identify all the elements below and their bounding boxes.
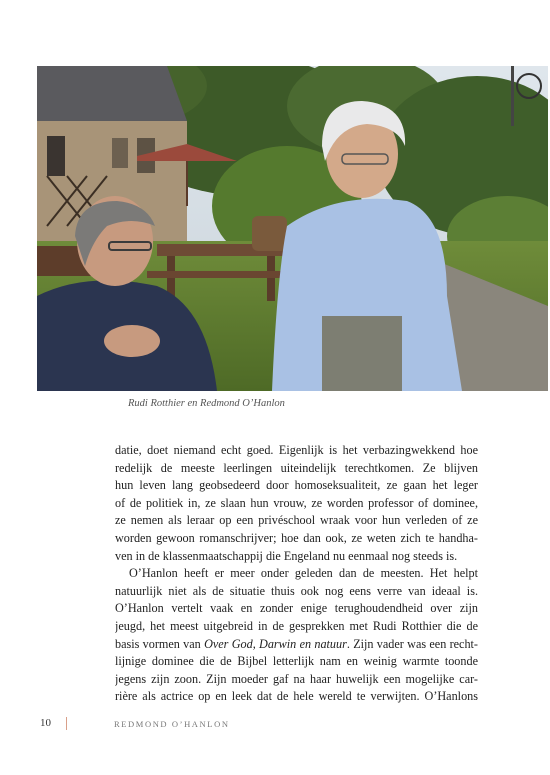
text-segment: natuurlijk niet als de situatie thuis ook nog eens verre van ideaal is. bbox=[115, 583, 478, 598]
text-line bbox=[115, 495, 478, 513]
text-line bbox=[115, 688, 478, 706]
text-line bbox=[115, 548, 478, 566]
footer-separator bbox=[66, 717, 67, 730]
text-segment: lijnige dominee die de Bijbel letterlijk nam en weinig warmte toonde bbox=[115, 654, 478, 669]
text-segment: of de politiek in, ze slaan hun vrouw, ze worden professor of dominee, bbox=[115, 495, 478, 510]
text-segment: worden gewoon romanschrijver; hoe dan ook, ze weten zich te handha- bbox=[115, 530, 478, 545]
photo bbox=[37, 66, 548, 391]
photo-illustration bbox=[37, 66, 548, 391]
text-segment: ze nemen als leraar op een privéschool wraak voor hun verleden of ze bbox=[115, 513, 478, 528]
text-segment: hun leven lang geobsedeerd door homoseksualiteit, ze gaan het leger bbox=[115, 478, 478, 493]
text-segment: basis vormen van bbox=[115, 636, 205, 651]
book-title: Over God, Darwin en natuur bbox=[204, 636, 347, 651]
text-segment: O’Hanlon heeft er meer onder geleden dan de meesten. Het helpt bbox=[129, 566, 478, 581]
text-line bbox=[115, 460, 478, 478]
text-segment: . Zijn vader was een recht- bbox=[346, 636, 478, 651]
text-segment: rière als actrice op en leek dat de hele wereld te verwijten. O’Hanlons bbox=[115, 689, 478, 704]
text-line bbox=[115, 636, 478, 654]
page-number: 10 bbox=[40, 717, 51, 729]
text-line bbox=[115, 512, 478, 530]
text-line bbox=[115, 477, 478, 495]
text-segment: jeugd, het meest uitgebreid in de gesprekken met Rudi Rotthier die de bbox=[115, 618, 478, 633]
running-head: REDMOND O’HANLON bbox=[114, 719, 230, 729]
text-line bbox=[115, 565, 478, 583]
text-line bbox=[115, 600, 478, 618]
page-footer bbox=[40, 717, 550, 731]
text-line bbox=[115, 442, 478, 460]
text-segment: jegens zijn zoon. Zijn moeder gaf na haar huwelijk een mogelijke car- bbox=[115, 671, 478, 686]
text-line bbox=[115, 671, 478, 689]
text-line bbox=[115, 530, 478, 548]
text-segment: datie, doet niemand echt goed. Eigenlijk is het verbazingwekkend hoe bbox=[115, 443, 478, 457]
text-line bbox=[115, 618, 478, 636]
text-segment: O’Hanlon vertelt vaak en zonder enige terughoudendheid over zijn bbox=[115, 601, 478, 616]
text-segment: redelijk de meeste leerlingen uiteindelijk terechtkomen. Ze blijven bbox=[115, 460, 478, 475]
photo-caption: Rudi Rotthier en Redmond O’Hanlon bbox=[128, 398, 285, 409]
text-segment: ven in de klassenmaatschappij die Engeland nu eenmaal nog steeds is. bbox=[115, 548, 458, 563]
text-line bbox=[115, 583, 478, 601]
body-text bbox=[115, 442, 478, 706]
text-line bbox=[115, 653, 478, 671]
